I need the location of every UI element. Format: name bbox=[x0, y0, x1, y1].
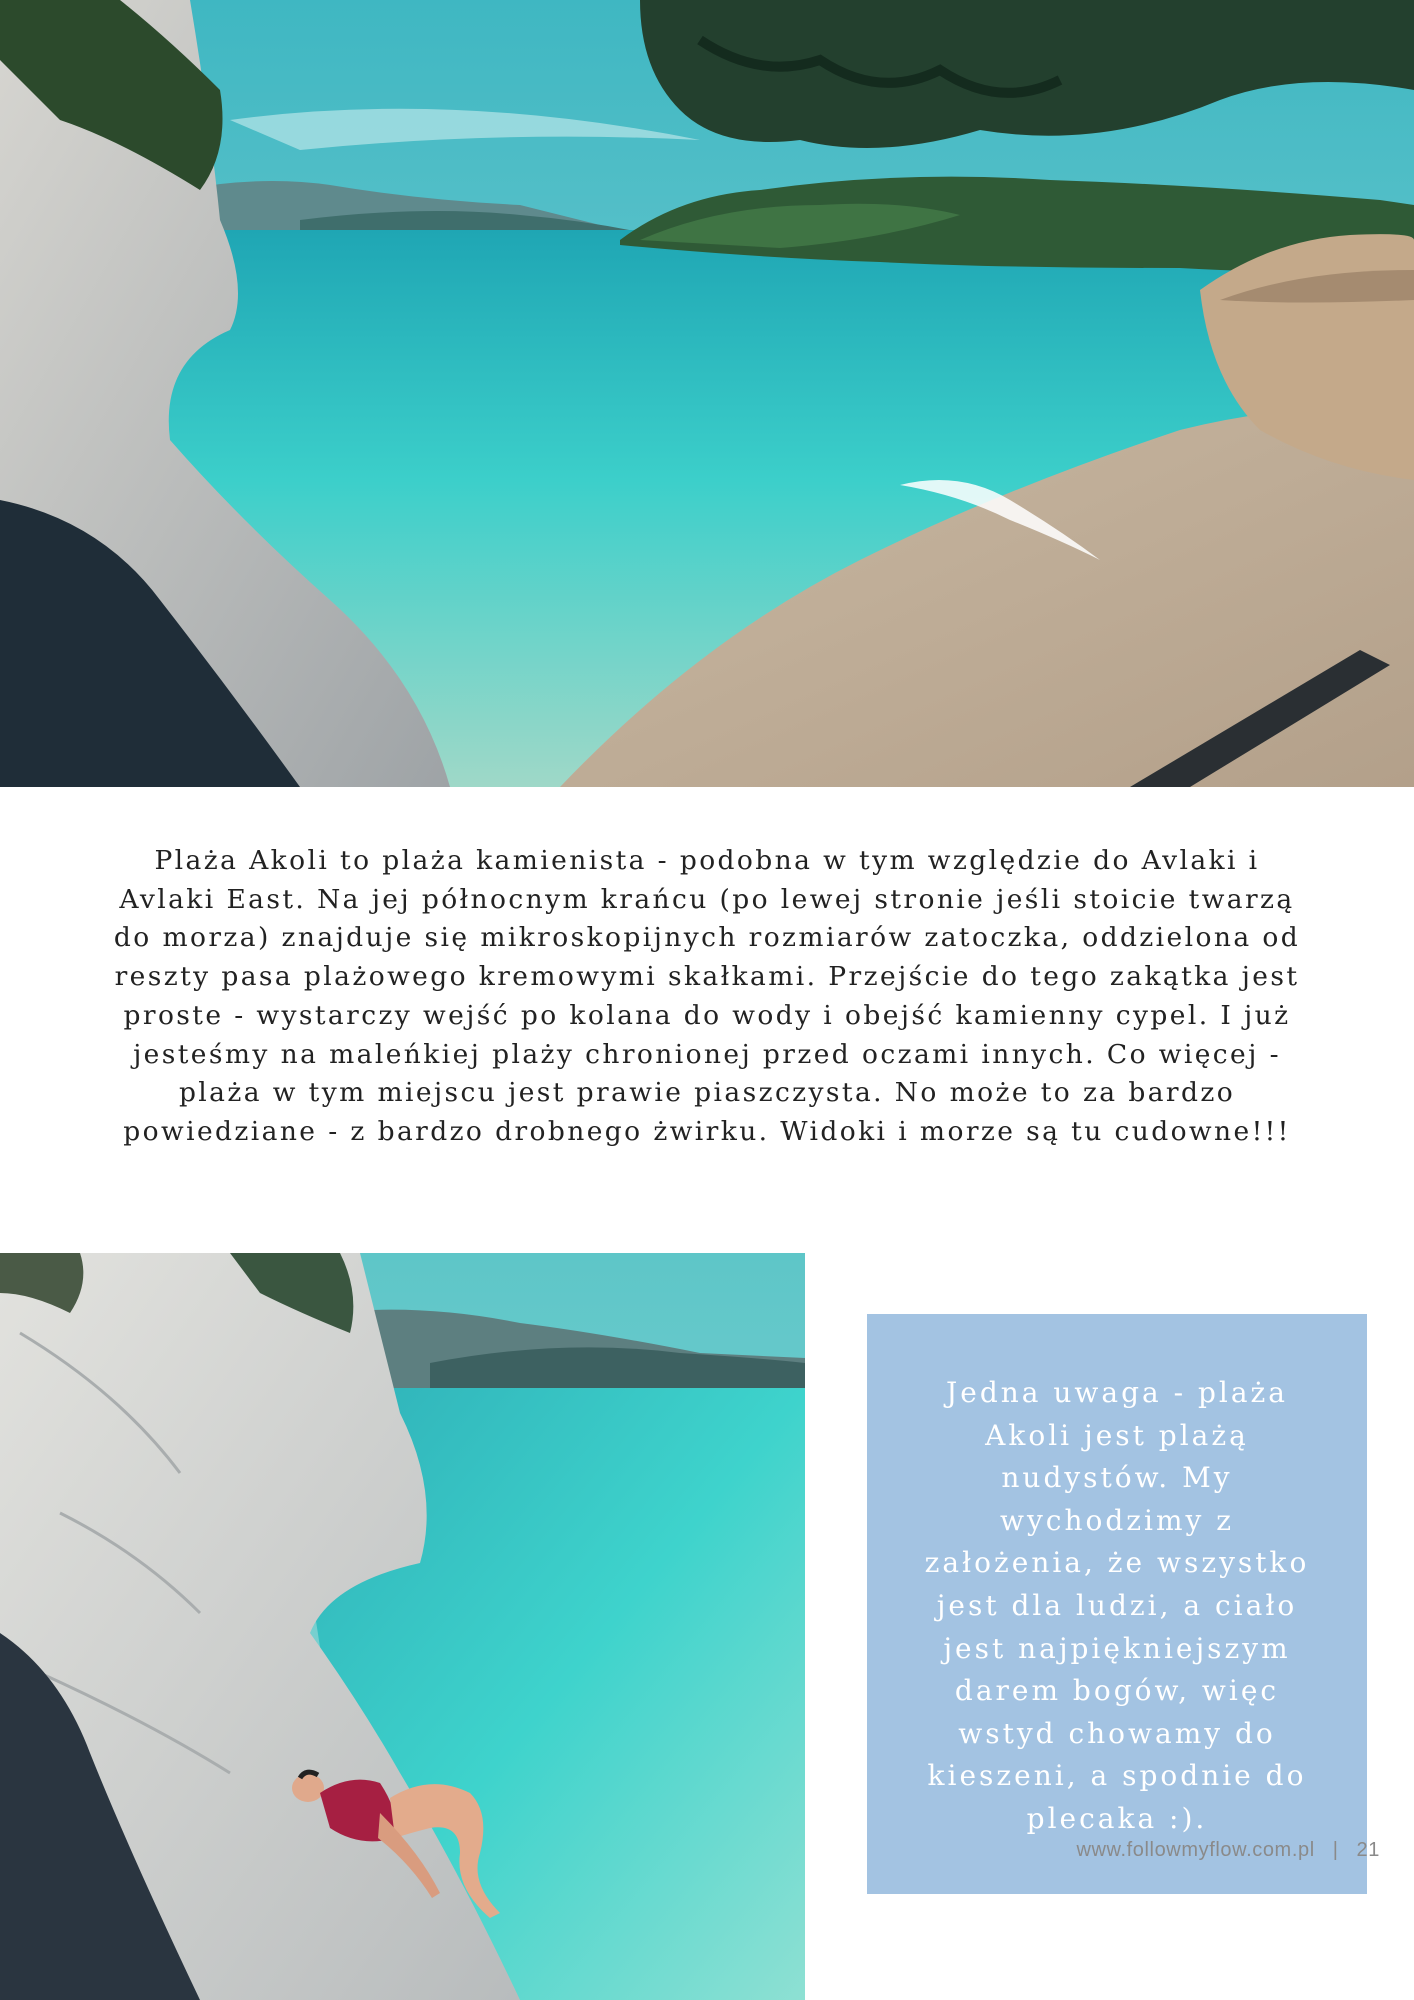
body-line: Plaża Akoli to plaża kamienista - podobna w tym względzie do Avlaki i bbox=[154, 845, 1260, 876]
website-link[interactable]: www.followmyflow.com.pl bbox=[1076, 1838, 1315, 1861]
callout-box bbox=[867, 1314, 1367, 1894]
callout-line: jest najpiękniejszym bbox=[943, 1631, 1291, 1665]
callout-line: darem bogów, więc bbox=[954, 1674, 1280, 1708]
callout-line: Jedna uwaga - plaża bbox=[946, 1376, 1288, 1409]
callout-line: wstyd chowamy do bbox=[958, 1716, 1276, 1750]
callout-line: jest dla ludzi, a ciało bbox=[936, 1588, 1298, 1622]
callout-line: Akoli jest plażą bbox=[985, 1418, 1249, 1452]
callout-line: kieszeni, a spodnie do bbox=[927, 1759, 1307, 1793]
body-line: proste - wystarczy wejść po kolana do wody i obejść kamienny cypel. I już bbox=[123, 999, 1291, 1031]
body-paragraph bbox=[60, 842, 1354, 1152]
callout-line: plecaka :). bbox=[1026, 1801, 1208, 1835]
callout-line: wychodzimy z bbox=[999, 1503, 1234, 1537]
page-number: 21 bbox=[1356, 1838, 1380, 1861]
body-line: do morza) znajduje się mikroskopijnych rozmiarów zatoczka, oddzielona od bbox=[113, 922, 1301, 954]
beach-cove-illustration bbox=[0, 0, 1414, 787]
body-line: powiedziane - z bardzo drobnego żwirku. Widoki i morze są tu cudowne!!! bbox=[123, 1115, 1291, 1147]
callout-line: założenia, że wszystko bbox=[924, 1546, 1310, 1580]
body-line: plaża w tym miejscu jest prawie piaszczysta. No może to za bardzo bbox=[178, 1077, 1236, 1109]
footer-separator: | bbox=[1332, 1838, 1339, 1861]
body-line: jesteśmy na maleńkiej plaży chronionej przed oczami innych. Co więcej - bbox=[133, 1038, 1281, 1070]
body-line: Avlaki East. Na jej północnym krańcu (po lewej stronie jeśli stoicie twarzą bbox=[119, 883, 1295, 915]
woman-sunbathing-photo bbox=[0, 1253, 805, 2000]
body-line: reszty pasa plażowego kremowymi skałkami. Przejście do tego zakątka jest bbox=[114, 961, 1300, 993]
callout-text bbox=[897, 1372, 1337, 1841]
page-footer bbox=[1076, 1835, 1380, 1865]
callout-line: nudystów. My bbox=[1001, 1461, 1233, 1495]
sunbathing-illustration bbox=[0, 1253, 805, 2000]
beach-cove-photo bbox=[0, 0, 1414, 787]
